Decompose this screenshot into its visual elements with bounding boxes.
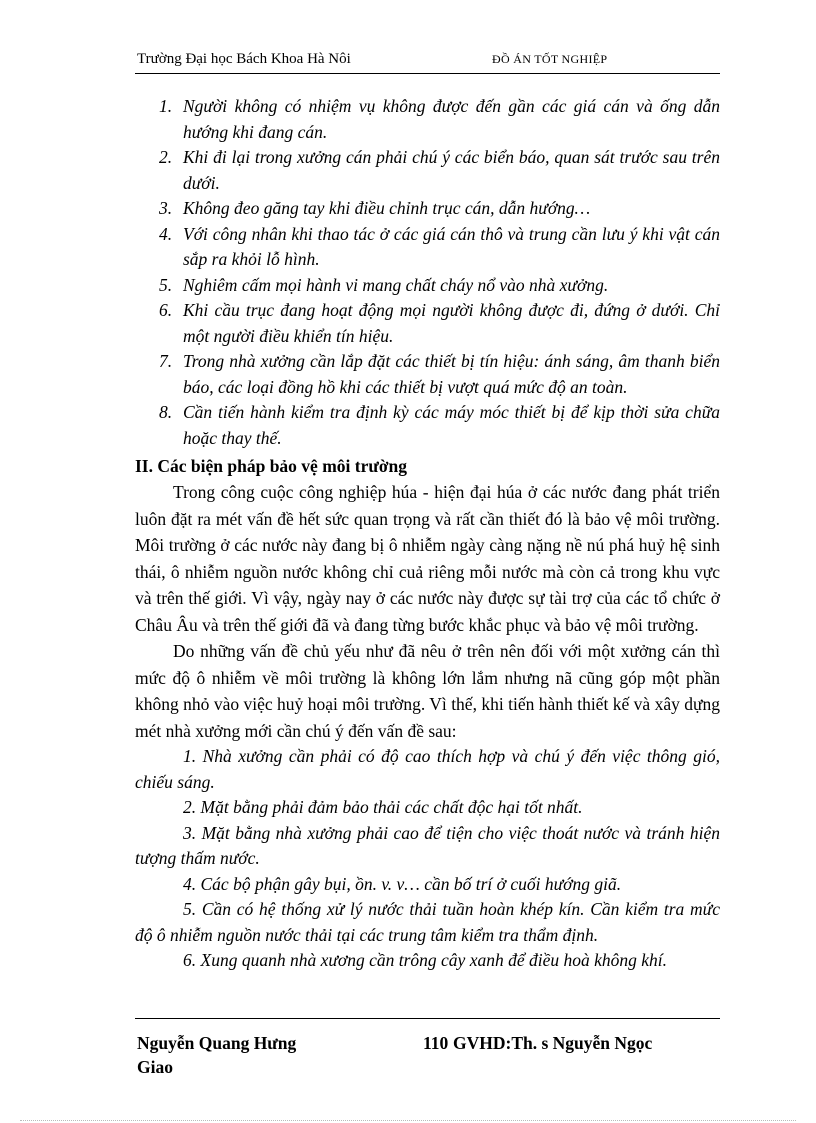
- thesis-label: ĐỒ ÁN TỐT NGHIỆP: [492, 52, 608, 66]
- list-item-number: 8.: [159, 402, 173, 422]
- page-footer: [135, 1018, 720, 1077]
- list-item-number: 6.: [159, 300, 173, 320]
- page-edge-divider: [20, 1120, 796, 1121]
- list-item-text: Với công nhân khi thao tác ở các giá cán thô và trung cần lưu ý khi vật cán sắp ra khỏi lỗ hình.: [183, 223, 720, 269]
- list-item-text: Trong nhà xưởng cần lắp đặt các thiết bị tín hiệu: ánh sáng, âm thanh biển báo, các loại đồng hồ khi các thiết bị vượt quá mức độ an toàn.: [183, 351, 720, 397]
- list-item-text: Người không có nhiệm vụ không được đến gần các giá cán và ống dẫn hướng khi đang cán.: [183, 96, 720, 142]
- list-item-text: Cần tiến hành kiểm tra định kỳ các máy móc thiết bị để kịp thời sửa chữa hoặc thay thế.: [183, 402, 720, 448]
- list-item: [135, 94, 720, 145]
- list-item: 2. Mặt bằng phải đảm bảo thải các chất độc hại tốt nhất.: [183, 797, 583, 817]
- list-item-text: Nghiêm cấm mọi hành vi mang chất cháy nổ vào nhà xưởng.: [183, 274, 609, 295]
- section-heading: II. Các biện pháp bảo vệ môi trường: [135, 456, 408, 476]
- list-item-number: 7.: [159, 351, 173, 371]
- list-item: 3. Mặt bằng nhà xưởng phải cao để tiện cho việc thoát nước và tránh hiện tượng thấm nước.: [135, 822, 720, 868]
- list-item: 6. Xung quanh nhà xương cần trông cây xanh để điều hoà không khí.: [183, 950, 668, 970]
- measures-list: [135, 744, 720, 974]
- advisor-name-continued: Giao: [137, 1057, 173, 1077]
- list-item: [135, 298, 720, 349]
- list-item-text: Khi cầu trục đang hoạt động mọi người không được đi, đứng ở dưới. Chỉ một người điều khiển tín hiệu.: [183, 300, 720, 346]
- author-name: Nguyễn Quang Hưng: [137, 1033, 297, 1053]
- list-item-text: Không đeo găng tay khi điều chỉnh trục cán, dẫn hướng…: [183, 198, 591, 218]
- page-header: [135, 47, 720, 74]
- list-item: [135, 222, 720, 273]
- list-item: [135, 349, 720, 400]
- body-paragraph: Trong công cuộc công nghiệp húa - hiện đại húa ở các nước đang phát triển luôn đặt ra mét vấn đề hết sức quan trọng và rất cần thiết đó là bảo vệ môi trường. Môi trường ở các nước này đang bị ô nhiễm ngày càng nặng nề nú phá huỷ hệ sinh thái, ô nhiễm nguồn nước không chỉ cuả riêng mỗi nước mà còn cả trong khu vực và trên thế giới. Vì vậy, ngày nay ở các nước này được sự tài trợ của các tổ chức ở Châu Âu và trên thế giới đã và đang từng bước khắc phục và bảo vệ môi trường.: [135, 482, 720, 635]
- list-item: [135, 196, 720, 222]
- body-paragraph: Do những vấn đề chủ yếu như đã nêu ở trên nên đối với một xưởng cán thì mức độ ô nhiễm về môi trường là không lớn lắm nhưng nã cũng góp một phần không nhỏ vào việc huỷ hoại môi trường. Vì thế, khi tiến hành thiết kế và xây dựng mét nhà xưởng mới cần chú ý đến vấn đề sau:: [135, 641, 720, 741]
- list-item: [135, 273, 720, 299]
- list-item: 4. Các bộ phận gây bụi, ồn. v. v… cần bố trí ở cuối hướng giã.: [183, 873, 622, 894]
- list-item-text: Khi đi lại trong xưởng cán phải chú ý các biển báo, quan sát trước sau trên dưới.: [183, 147, 720, 193]
- list-item-number: 4.: [159, 223, 173, 244]
- list-item-number: 3.: [159, 198, 173, 218]
- page-content: [135, 94, 720, 974]
- list-item: 5. Cần có hệ thống xử lý nước thải tuần hoàn khép kín. Cần kiểm tra mức độ ô nhiễm nguồn nước thải tại các trung tâm kiểm tra thẩm định.: [135, 899, 720, 945]
- advisor-name: GVHD:Th. s Nguyễn Ngọc: [453, 1033, 653, 1053]
- safety-rules-list: [135, 94, 720, 451]
- list-item: 1. Nhà xưởng cần phải có độ cao thích hợp và chú ý đến việc thông gió, chiếu sáng.: [135, 746, 720, 792]
- page-number: 110: [423, 1033, 449, 1053]
- list-item-number: 1.: [159, 96, 173, 116]
- list-item-number: 2.: [159, 147, 173, 167]
- school-name: Trường Đại học Bách Khoa Hà Nôi: [137, 51, 351, 67]
- list-item-number: 5.: [159, 274, 173, 295]
- list-item: [135, 400, 720, 451]
- list-item: [135, 145, 720, 196]
